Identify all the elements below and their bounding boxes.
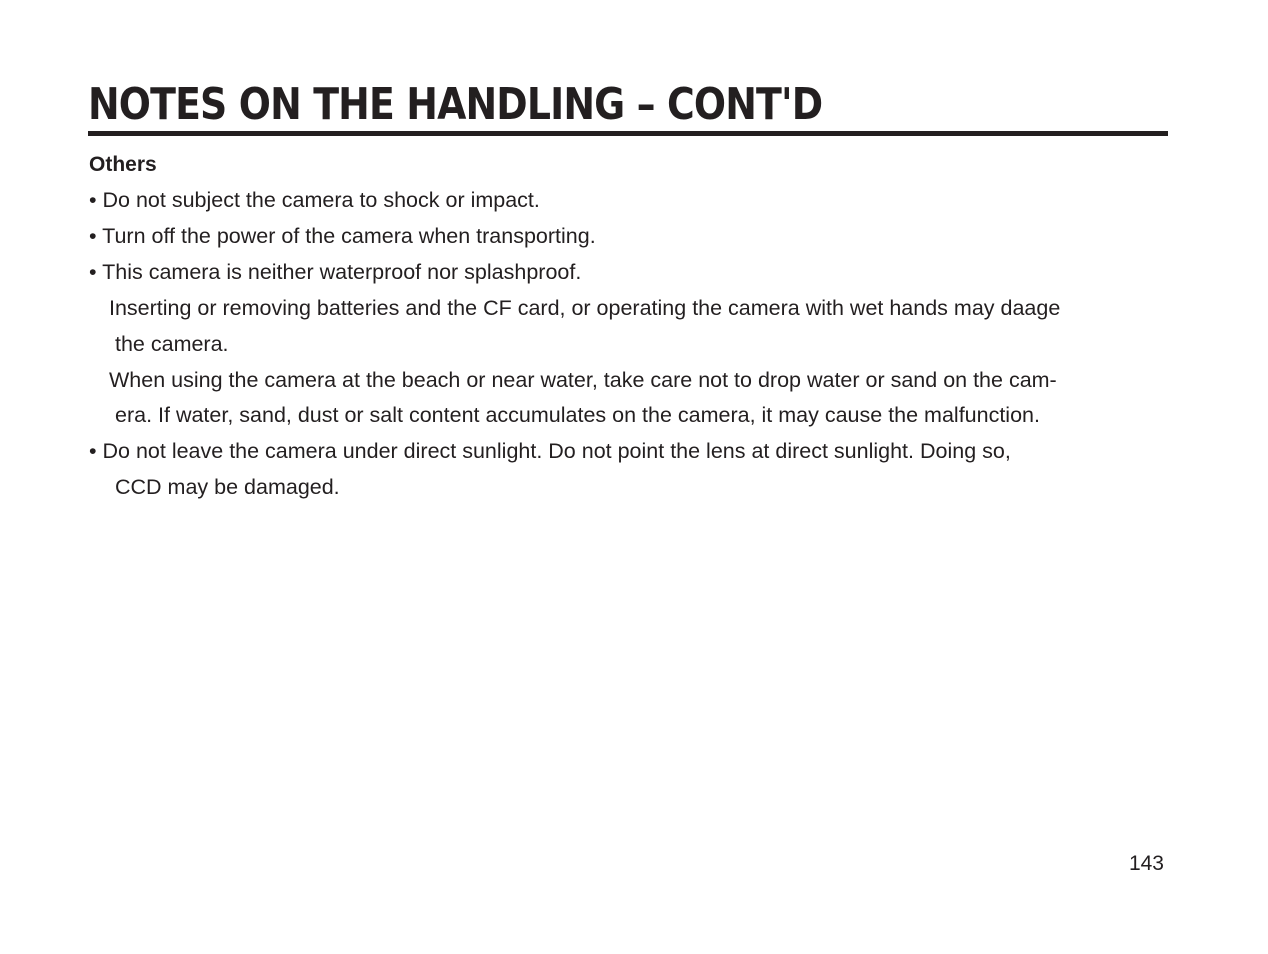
- bullet-item-sunlight: • Do not leave the camera under direct sunlight. Do not point the lens at direct sunlight. Doing so,: [89, 439, 1011, 463]
- paragraph-line-batteries-cont: the camera.: [115, 332, 229, 356]
- section-heading-others: Others: [89, 153, 157, 176]
- page-heading: [88, 78, 1168, 136]
- paragraph-line-beach-cont: era. If water, sand, dust or salt content accumulates on the camera, it may cause the malfunction.: [115, 403, 1040, 427]
- bullet-item-shock: • Do not subject the camera to shock or impact.: [89, 188, 540, 212]
- paragraph-line-beach: When using the camera at the beach or near water, take care not to drop water or sand on the cam-: [109, 368, 1057, 392]
- page-title: NOTES ON THE HANDLING – CONT'D: [88, 79, 823, 130]
- bullet-item-waterproof: • This camera is neither waterproof nor splashproof.: [89, 260, 582, 284]
- bullet-item-power-off: • Turn off the power of the camera when transporting.: [89, 224, 596, 248]
- paragraph-line-batteries: Inserting or removing batteries and the CF card, or operating the camera with wet hands may daage: [109, 296, 1061, 320]
- page-number: 143: [1128, 852, 1164, 875]
- bullet-item-sunlight-cont: CCD may be damaged.: [115, 475, 340, 499]
